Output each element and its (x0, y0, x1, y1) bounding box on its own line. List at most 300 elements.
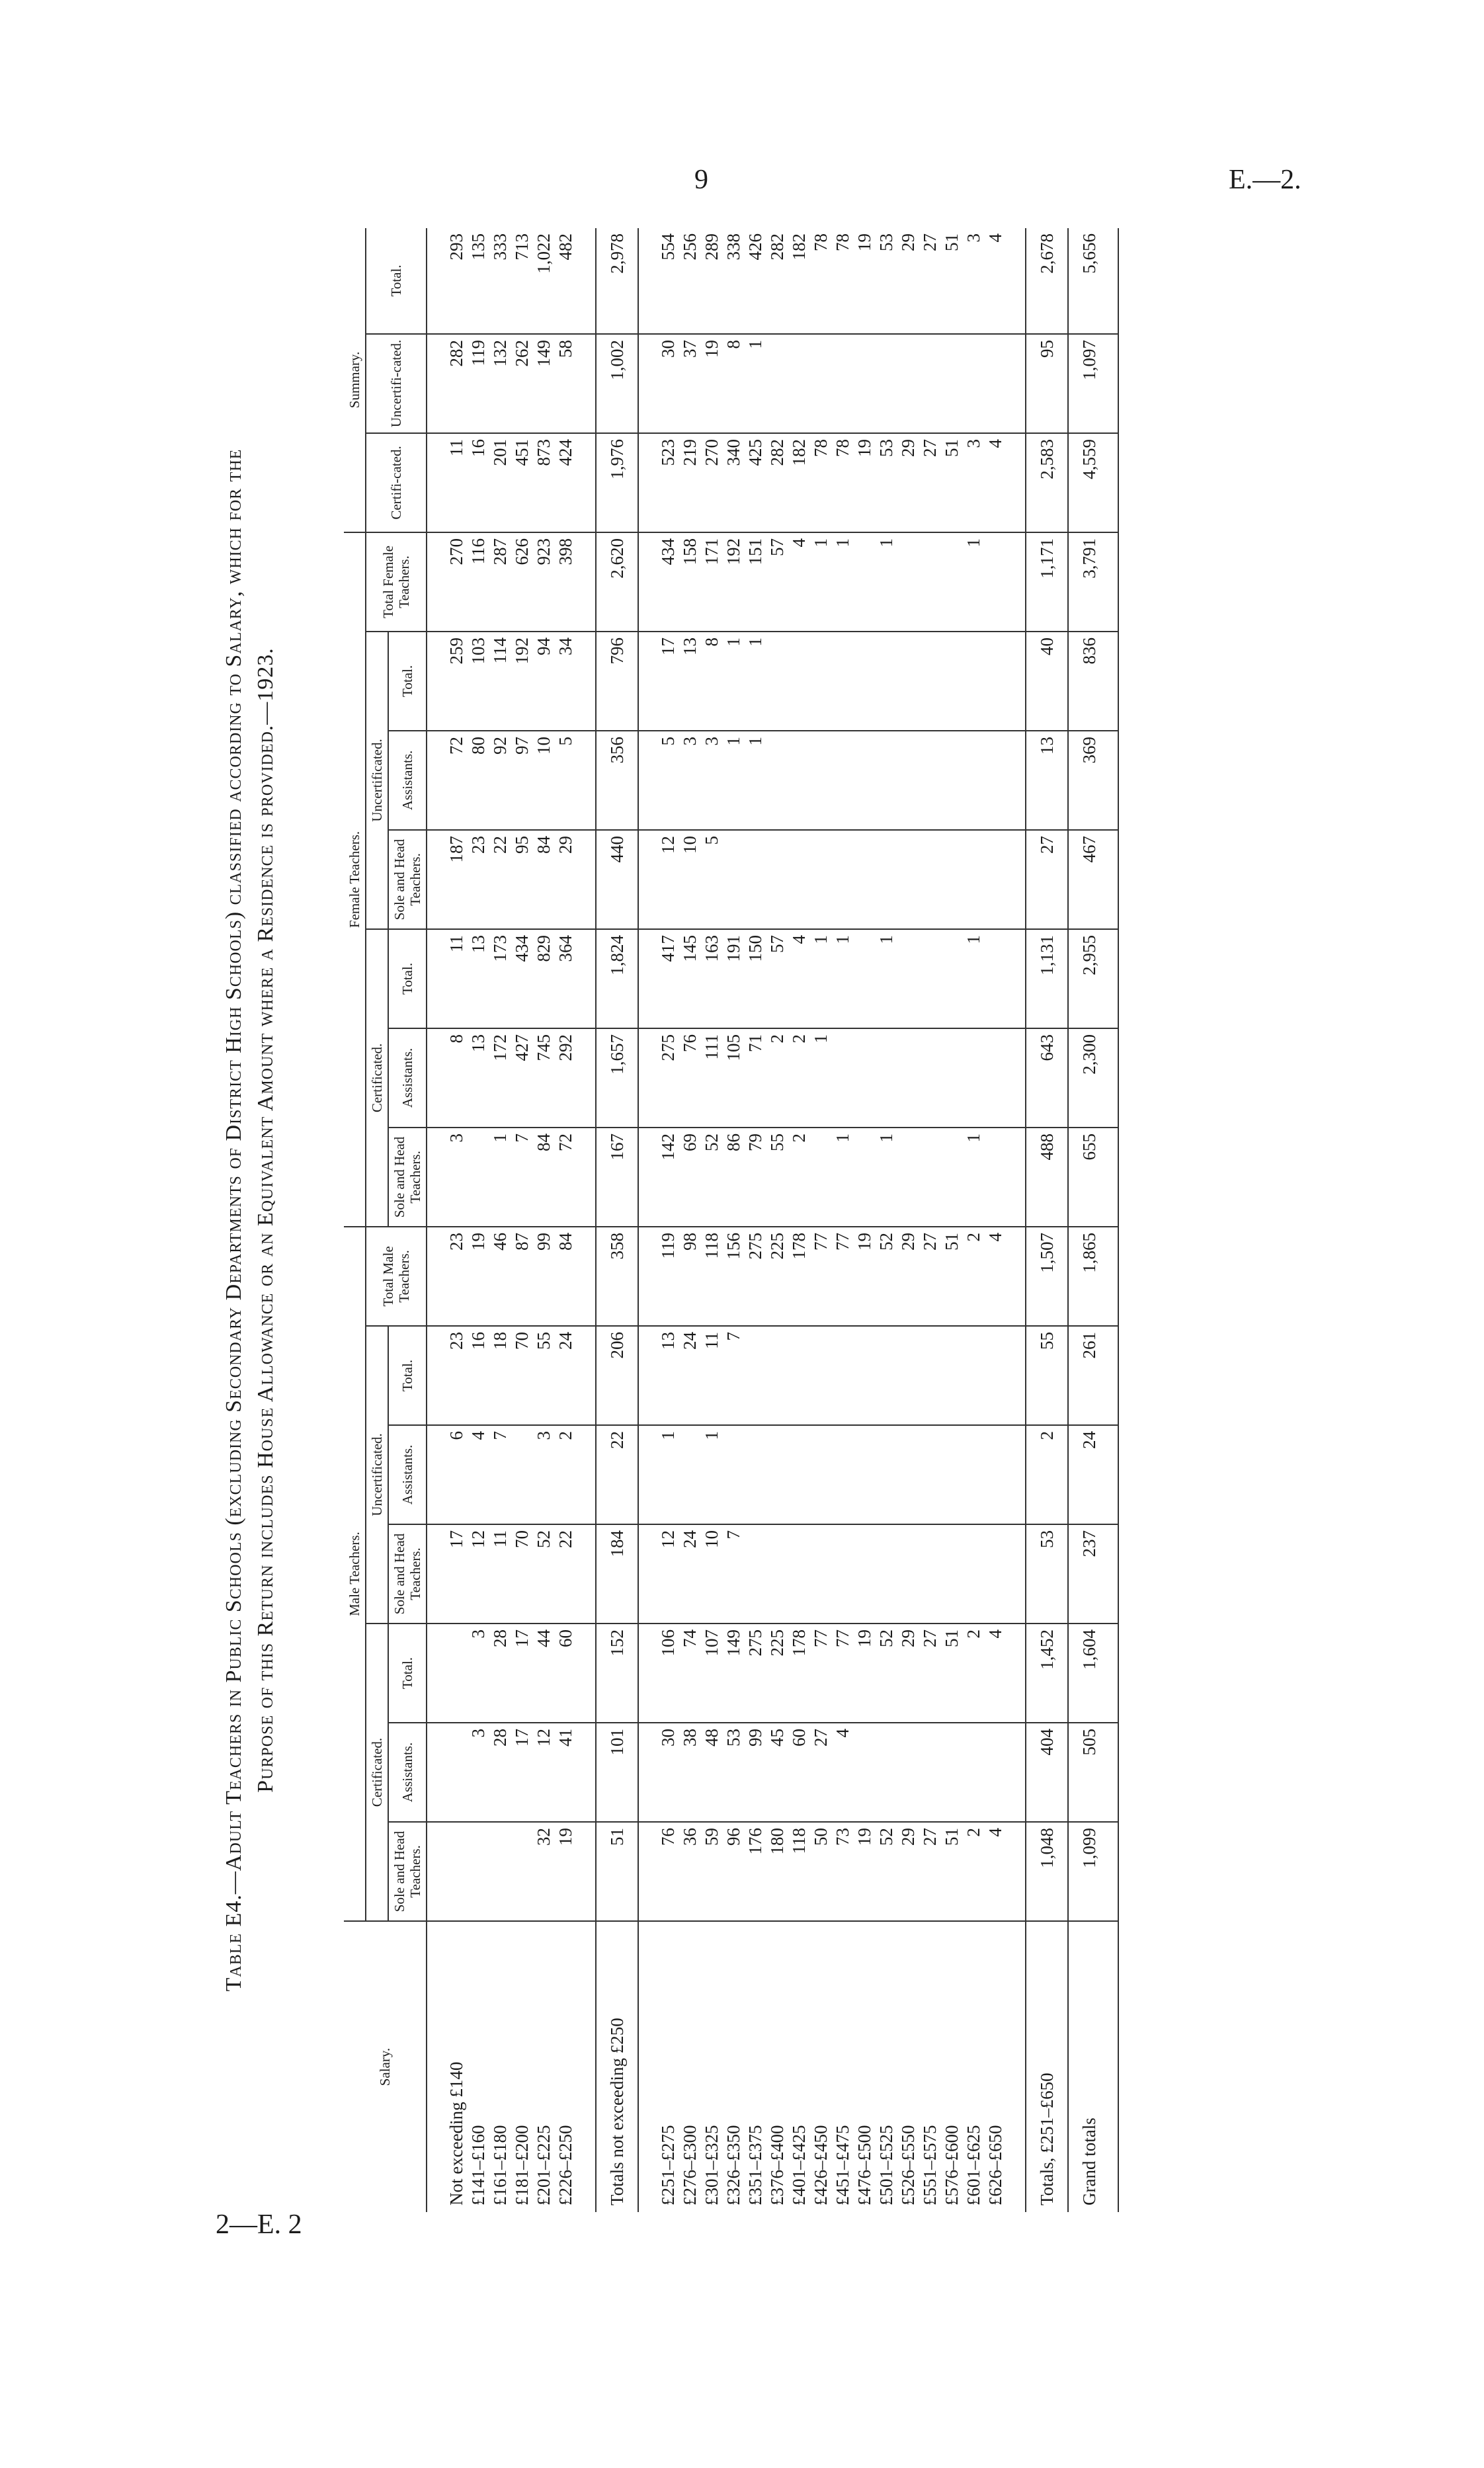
table-cell: 1 (832, 532, 854, 632)
table-cell: 23 (446, 1227, 468, 1326)
table-cell: 53 (876, 228, 897, 334)
col-header: Total. (388, 632, 427, 731)
table-cell: 13 (468, 1028, 489, 1128)
table-cell: 19 (854, 1227, 876, 1326)
row-label-text: £351–£375 (745, 2125, 765, 2205)
table-cell: 57 (766, 532, 788, 632)
spacer-row (638, 228, 657, 2212)
table-cell: 40 (1026, 632, 1068, 731)
table-cell: 1,002 (596, 334, 638, 433)
row-label (679, 1921, 701, 2212)
table-cell: 2,620 (596, 532, 638, 632)
row-label-text: £226–£250 (556, 2125, 575, 2205)
row-label (555, 1921, 577, 2212)
table-cell: 369 (1068, 731, 1118, 830)
row-label-text: £251–£275 (658, 2125, 678, 2205)
table-cell: 78 (832, 433, 854, 532)
table-cell: 7 (489, 1425, 511, 1524)
table-cell: 118 (788, 1822, 810, 1921)
table-cell: 426 (745, 228, 766, 334)
table-cell: 1 (876, 929, 897, 1028)
table-cell: 282 (766, 228, 788, 334)
table-cell: 10 (679, 830, 701, 929)
table-cell: 116 (468, 532, 489, 632)
row-label-text: Grand totals (1079, 2118, 1099, 2205)
table-cell: 3 (533, 1425, 555, 1524)
table-row (766, 228, 788, 2212)
table-cell: 163 (701, 929, 723, 1028)
table-cell: 7 (723, 1326, 745, 1425)
table-cell: 5 (701, 830, 723, 929)
table-cell (985, 1723, 1007, 1822)
table-cell: 12 (657, 1524, 679, 1624)
table-cell (876, 632, 897, 731)
table-cell (897, 532, 919, 632)
table-cell (941, 1028, 963, 1128)
table-cell: 84 (533, 1128, 555, 1227)
col-header: Assistants. (388, 1425, 427, 1524)
table-cell: 149 (533, 334, 555, 433)
table-cell (963, 632, 985, 731)
table-cell (766, 1326, 788, 1425)
table-cell (745, 1524, 766, 1624)
table-cell: 28 (489, 1723, 511, 1822)
table-row (941, 228, 963, 2212)
table-cell: 1 (723, 731, 745, 830)
table-cell: 338 (723, 228, 745, 334)
row-label-text: Not exceeding £140 (446, 2061, 466, 2205)
table-cell: 3 (701, 731, 723, 830)
table-cell: 17 (511, 1624, 533, 1723)
table-cell: 3 (468, 1624, 489, 1723)
table-cell (854, 830, 876, 929)
table-cell: 24 (679, 1524, 701, 1624)
table-cell (876, 1326, 897, 1425)
table-cell: 46 (489, 1227, 511, 1326)
table-cell (941, 334, 963, 433)
table-cell: 1 (745, 632, 766, 731)
table-cell (468, 1822, 489, 1921)
row-label (876, 1921, 897, 2212)
table-cell (446, 1822, 468, 1921)
table-cell: 1,507 (1026, 1227, 1068, 1326)
table-cell (854, 731, 876, 830)
table-cell: 167 (596, 1128, 638, 1227)
table-cell: 2 (963, 1227, 985, 1326)
table-cell: 99 (533, 1227, 555, 1326)
row-label-text: £601–£625 (964, 2125, 983, 2205)
table-cell: 17 (511, 1723, 533, 1822)
row-label (468, 1921, 489, 2212)
table-cell: 79 (745, 1128, 766, 1227)
table-cell: 417 (657, 929, 679, 1028)
table-cell: 358 (596, 1227, 638, 1326)
table-cell (963, 1425, 985, 1524)
female-header: Female Teachers. (344, 532, 366, 1227)
male-uncertificated-header: Uncertificated. (366, 1326, 388, 1624)
table-row (745, 228, 766, 2212)
row-label-text: £476–£500 (854, 2125, 874, 2205)
table-cell (897, 1128, 919, 1227)
row-label-text: £326–£350 (723, 2125, 743, 2205)
table-cell: 27 (919, 433, 941, 532)
table-cell: 52 (876, 1624, 897, 1723)
table-cell: 52 (701, 1128, 723, 1227)
row-label (788, 1921, 810, 2212)
table-cell: 12 (533, 1723, 555, 1822)
table-cell: 796 (596, 632, 638, 731)
table-cell (897, 830, 919, 929)
table-cell: 293 (446, 228, 468, 334)
table-cell: 156 (723, 1227, 745, 1326)
table-cell (897, 929, 919, 1028)
table-row (876, 228, 897, 2212)
salary-header: Salary. (344, 1921, 427, 2212)
table-cell: 206 (596, 1326, 638, 1425)
table-cell (854, 1425, 876, 1524)
col-header: Sole and Head Teachers. (388, 830, 427, 929)
col-header: Total. (388, 1326, 427, 1425)
row-label (446, 1921, 468, 2212)
table-cell: 4 (985, 228, 1007, 334)
table-cell: 86 (723, 1128, 745, 1227)
table-row (810, 228, 832, 2212)
table-cell: 1 (745, 334, 766, 433)
table-cell: 225 (766, 1624, 788, 1723)
row-label-text: £161–£180 (490, 2125, 510, 2205)
table-cell: 52 (533, 1524, 555, 1624)
table-cell (723, 1425, 745, 1524)
table-cell: 1 (810, 929, 832, 1028)
table-cell: 119 (657, 1227, 679, 1326)
table-cell: 482 (555, 228, 577, 334)
table-cell (963, 1524, 985, 1624)
table-cell: 77 (832, 1624, 854, 1723)
table-cell: 77 (832, 1227, 854, 1326)
row-label-text: £576–£600 (942, 2125, 962, 2205)
table-cell: 182 (788, 433, 810, 532)
table-cell: 19 (701, 334, 723, 433)
table-cell: 7 (511, 1128, 533, 1227)
table-cell: 237 (1068, 1524, 1118, 1624)
table-cell: 5,656 (1068, 228, 1118, 334)
table-cell: 4 (468, 1425, 489, 1524)
table-row (919, 228, 941, 2212)
table-cell: 13 (1026, 731, 1068, 830)
table-cell: 13 (468, 929, 489, 1028)
table-cell: 4 (788, 929, 810, 1028)
table-cell (854, 1028, 876, 1128)
page-number: 9 (694, 165, 708, 195)
table-cell: 178 (788, 1624, 810, 1723)
row-label (657, 1921, 679, 2212)
table-cell: 2,955 (1068, 929, 1118, 1028)
table-cell: 52 (876, 1822, 897, 1921)
table-cell (854, 632, 876, 731)
table-row (985, 228, 1007, 2212)
table-cell: 180 (766, 1822, 788, 1921)
table-cell: 176 (745, 1822, 766, 1921)
table-cell (897, 334, 919, 433)
table-cell: 713 (511, 228, 533, 334)
table-cell: 57 (766, 929, 788, 1028)
table-cell (788, 1425, 810, 1524)
table-cell (788, 1326, 810, 1425)
table-cell: 434 (657, 532, 679, 632)
table-cell: 219 (679, 433, 701, 532)
summary-header: Summary. (344, 228, 366, 532)
row-label-text: £201–£225 (534, 2125, 554, 2205)
table-cell: 1,048 (1026, 1822, 1068, 1921)
table-cell (919, 1524, 941, 1624)
table-cell: 1 (876, 1128, 897, 1227)
row-label-text: £376–£400 (767, 2125, 787, 2205)
table-cell: 152 (596, 1624, 638, 1723)
table-cell: 77 (810, 1624, 832, 1723)
table-cell: 27 (1026, 830, 1068, 929)
table-cell (489, 1822, 511, 1921)
table-cell: 2,300 (1068, 1028, 1118, 1128)
table-cell: 270 (701, 433, 723, 532)
table-cell: 142 (657, 1128, 679, 1227)
table-cell (941, 632, 963, 731)
table-cell: 282 (766, 433, 788, 532)
table-cell: 1,657 (596, 1028, 638, 1128)
table-row (596, 228, 638, 2212)
table-cell: 158 (679, 532, 701, 632)
table-cell: 275 (745, 1624, 766, 1723)
table-cell (876, 731, 897, 830)
table-cell: 1 (963, 532, 985, 632)
table-cell: 60 (788, 1723, 810, 1822)
table-row (657, 228, 679, 2212)
table-cell (897, 1326, 919, 1425)
table-cell (985, 1028, 1007, 1128)
table-cell: 3 (468, 1723, 489, 1822)
table-cell: 22 (489, 830, 511, 929)
table-cell: 41 (555, 1723, 577, 1822)
table-cell (963, 1723, 985, 1822)
table-cell (832, 1425, 854, 1524)
table-cell (810, 1425, 832, 1524)
table-cell (832, 1326, 854, 1425)
table-cell: 52 (876, 1227, 897, 1326)
table-cell: 74 (679, 1624, 701, 1723)
table-cell (810, 632, 832, 731)
summary-certificated-header: Certifi-cated. (366, 433, 427, 532)
table-cell: 59 (701, 1822, 723, 1921)
table-cell (766, 1524, 788, 1624)
table-cell: 1,171 (1026, 532, 1068, 632)
table-cell (919, 731, 941, 830)
table-cell: 17 (657, 632, 679, 731)
table-cell: 22 (596, 1425, 638, 1524)
table-cell (897, 1723, 919, 1822)
table-cell: 84 (555, 1227, 577, 1326)
table-cell (876, 830, 897, 929)
table-cell: 80 (468, 731, 489, 830)
table-cell (941, 1326, 963, 1425)
table-cell (985, 1128, 1007, 1227)
table-cell (745, 1326, 766, 1425)
table-cell: 12 (657, 830, 679, 929)
table-cell: 72 (555, 1128, 577, 1227)
table-cell (963, 1028, 985, 1128)
row-label-text: £551–£575 (920, 2125, 940, 2205)
table-cell: 73 (832, 1822, 854, 1921)
table-cell: 11 (446, 433, 468, 532)
table-cell: 1 (832, 929, 854, 1028)
table-cell: 51 (596, 1822, 638, 1921)
table-cell (919, 334, 941, 433)
table-cell: 1 (832, 1128, 854, 1227)
table-cell: 1,604 (1068, 1624, 1118, 1723)
table-cell (897, 1524, 919, 1624)
table-cell (919, 830, 941, 929)
table-cell: 103 (468, 632, 489, 731)
table-cell: 201 (489, 433, 511, 532)
table-cell: 182 (788, 228, 810, 334)
row-label (596, 1921, 638, 2212)
table-row (555, 228, 577, 2212)
table-row (788, 228, 810, 2212)
table-cell: 107 (701, 1624, 723, 1723)
table-cell: 76 (679, 1028, 701, 1128)
row-label (897, 1921, 919, 2212)
table-cell: 78 (832, 228, 854, 334)
table-cell (919, 1425, 941, 1524)
table-cell (963, 830, 985, 929)
table-cell: 119 (468, 334, 489, 433)
table-cell (810, 1128, 832, 1227)
table-cell (745, 830, 766, 929)
table-row (489, 228, 511, 2212)
table-cell: 76 (657, 1822, 679, 1921)
table-cell (788, 1524, 810, 1624)
table-cell: 2 (788, 1128, 810, 1227)
table-cell (985, 1524, 1007, 1624)
table-cell (897, 731, 919, 830)
table-cell (788, 632, 810, 731)
table-row (468, 228, 489, 2212)
table-cell: 4 (985, 433, 1007, 532)
table-cell: 356 (596, 731, 638, 830)
table-cell: 404 (1026, 1723, 1068, 1822)
table-cell: 55 (533, 1326, 555, 1425)
col-header: Assistants. (388, 1723, 427, 1822)
table-cell: 29 (897, 1227, 919, 1326)
row-label (810, 1921, 832, 2212)
table-row (963, 228, 985, 2212)
table-cell (788, 334, 810, 433)
table-cell: 505 (1068, 1723, 1118, 1822)
row-label-text: £301–£325 (702, 2125, 721, 2205)
table-cell: 135 (468, 228, 489, 334)
table-cell (766, 731, 788, 830)
table-cell (941, 1524, 963, 1624)
page-code: E.—2. (1229, 165, 1301, 195)
table-cell: 92 (489, 731, 511, 830)
table-cell (810, 731, 832, 830)
table-cell (810, 334, 832, 433)
table-cell: 51 (941, 1624, 963, 1723)
table-row (897, 228, 919, 2212)
table-cell (919, 1326, 941, 1425)
table-cell: 261 (1068, 1326, 1118, 1425)
table-cell (723, 830, 745, 929)
table-cell: 2 (766, 1028, 788, 1128)
table-cell: 3 (679, 731, 701, 830)
table-cell: 101 (596, 1723, 638, 1822)
table-cell: 24 (679, 1326, 701, 1425)
table-cell: 27 (919, 1822, 941, 1921)
table-cell: 55 (766, 1128, 788, 1227)
table-cell: 29 (897, 1822, 919, 1921)
spacer-row (577, 228, 596, 2212)
table-cell: 836 (1068, 632, 1118, 731)
col-header: Assistants. (388, 731, 427, 830)
table-cell: 1 (701, 1425, 723, 1524)
table-cell (985, 532, 1007, 632)
table-cell: 22 (555, 1524, 577, 1624)
table-cell: 5 (555, 731, 577, 830)
table-cell: 256 (679, 228, 701, 334)
table-cell: 60 (555, 1624, 577, 1723)
table-row (1068, 228, 1118, 2212)
table-cell (766, 334, 788, 433)
table-cell: 19 (854, 228, 876, 334)
table-cell: 16 (468, 1326, 489, 1425)
table-cell: 259 (446, 632, 468, 731)
table-cell (766, 1425, 788, 1524)
table-cell (876, 1524, 897, 1624)
table-cell (919, 929, 941, 1028)
table-cell: 8 (446, 1028, 468, 1128)
table-cell: 150 (745, 929, 766, 1028)
table-cell: 3 (963, 228, 985, 334)
table-cell: 53 (1026, 1524, 1068, 1624)
table-cell: 1,976 (596, 433, 638, 532)
table-cell: 51 (941, 228, 963, 334)
table-cell: 287 (489, 532, 511, 632)
table-cell (941, 1723, 963, 1822)
row-label-text: £626–£650 (985, 2125, 1005, 2205)
table-cell: 87 (511, 1227, 533, 1326)
table-cell: 191 (723, 929, 745, 1028)
row-label (533, 1921, 555, 2212)
table-cell: 99 (745, 1723, 766, 1822)
table-cell (788, 731, 810, 830)
table-cell: 51 (941, 1227, 963, 1326)
table-cell: 172 (489, 1028, 511, 1128)
row-label (723, 1921, 745, 2212)
table-cell: 44 (533, 1624, 555, 1723)
table-cell (854, 1723, 876, 1822)
table-cell: 72 (446, 731, 468, 830)
table-cell (876, 1028, 897, 1128)
table-cell: 10 (701, 1524, 723, 1624)
table-cell: 1 (810, 1028, 832, 1128)
table-cell (788, 830, 810, 929)
row-label-text: £141–£160 (468, 2125, 488, 2205)
table-cell (919, 632, 941, 731)
table-cell (919, 532, 941, 632)
table-cell (919, 1028, 941, 1128)
table-cell: 3,791 (1068, 532, 1118, 632)
table-cell: 1,452 (1026, 1624, 1068, 1723)
female-certificated-header: Certificated. (366, 929, 388, 1227)
table-cell: 11 (489, 1524, 511, 1624)
